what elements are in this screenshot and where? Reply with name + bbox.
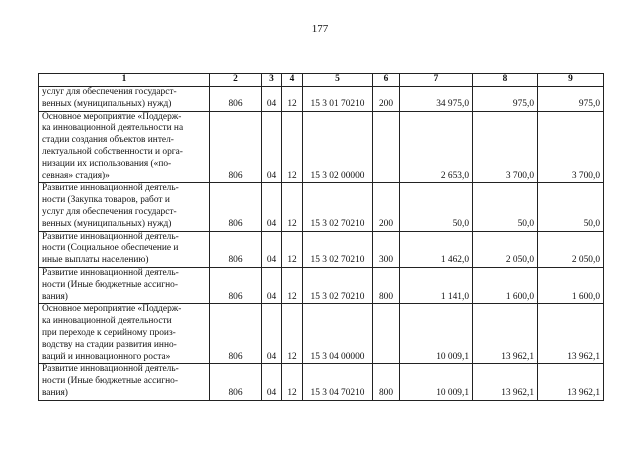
- amount-col7: 10 009,1: [400, 364, 473, 400]
- amount-col9: 1 600,0: [538, 267, 604, 303]
- section-code: 04: [262, 304, 282, 364]
- target-article-code: 15 3 02 70210: [303, 267, 373, 303]
- target-article-code: 15 3 02 70210: [303, 183, 373, 231]
- amount-col9: 2 050,0: [538, 231, 604, 267]
- row-description: Развитие инновационной деятель- ности (Социальное обеспечение и иные выплаты населению): [39, 231, 210, 267]
- amount-col9: 50,0: [538, 183, 604, 231]
- ministry-code: 806: [210, 111, 262, 183]
- ministry-code: 806: [210, 183, 262, 231]
- ministry-code: 806: [210, 231, 262, 267]
- amount-col8: 13 962,1: [473, 304, 538, 364]
- amount-col7: 10 009,1: [400, 304, 473, 364]
- amount-col8: 975,0: [473, 87, 538, 112]
- subsection-code: 12: [282, 111, 303, 183]
- table-row: [39, 364, 604, 400]
- expense-type-code: 200: [373, 87, 400, 112]
- amount-col7: 34 975,0: [400, 87, 473, 112]
- column-header: 7: [400, 74, 473, 87]
- amount-col8: 3 700,0: [473, 111, 538, 183]
- expense-type-code: 200: [373, 183, 400, 231]
- column-header: 1: [39, 74, 210, 87]
- table-row: [39, 304, 604, 364]
- amount-col8: 13 962,1: [473, 364, 538, 400]
- amount-col7: 1 141,0: [400, 267, 473, 303]
- amount-col9: 975,0: [538, 87, 604, 112]
- section-code: 04: [262, 87, 282, 112]
- target-article-code: 15 3 02 70210: [303, 231, 373, 267]
- target-article-code: 15 3 02 00000: [303, 111, 373, 183]
- amount-col7: 50,0: [400, 183, 473, 231]
- row-description: Основное мероприятие «Поддерж- ка инновационной деятельности на стадии создания объектов интел- лектуальной собственности и орга- низации их использования («по- севная» стадия)»: [39, 111, 210, 183]
- expense-type-code: 800: [373, 364, 400, 400]
- table-row: [39, 87, 604, 112]
- amount-col8: 2 050,0: [473, 231, 538, 267]
- target-article-code: 15 3 04 00000: [303, 304, 373, 364]
- table-row: [39, 267, 604, 303]
- ministry-code: 806: [210, 87, 262, 112]
- amount-col9: 13 962,1: [538, 304, 604, 364]
- column-header: 2: [210, 74, 262, 87]
- column-header: 3: [262, 74, 282, 87]
- column-header: 8: [473, 74, 538, 87]
- ministry-code: 806: [210, 267, 262, 303]
- column-header: 9: [538, 74, 604, 87]
- expense-type-code: 300: [373, 231, 400, 267]
- subsection-code: 12: [282, 364, 303, 400]
- row-description: Основное мероприятие «Поддерж- ка инновационной деятельности при переходе к серийному произ- водству на стадии развития инно- ваций и инновационного роста»: [39, 304, 210, 364]
- table-row: [39, 111, 604, 183]
- page-number: 177: [311, 23, 329, 35]
- column-header: 6: [373, 74, 400, 87]
- amount-col9: 13 962,1: [538, 364, 604, 400]
- amount-col9: 3 700,0: [538, 111, 604, 183]
- subsection-code: 12: [282, 304, 303, 364]
- target-article-code: 15 3 04 70210: [303, 364, 373, 400]
- amount-col7: 1 462,0: [400, 231, 473, 267]
- expense-type-code: [373, 304, 400, 364]
- row-description: Развитие инновационной деятель- ности (Иные бюджетные ассигно- вания): [39, 267, 210, 303]
- expense-type-code: 800: [373, 267, 400, 303]
- subsection-code: 12: [282, 87, 303, 112]
- table-row: [39, 231, 604, 267]
- section-code: 04: [262, 364, 282, 400]
- budget-table: [38, 73, 604, 401]
- target-article-code: 15 3 01 70210: [303, 87, 373, 112]
- row-description: услуг для обеспечения государст- венных (муниципальных) нужд): [39, 87, 210, 112]
- amount-col8: 50,0: [473, 183, 538, 231]
- expense-type-code: [373, 111, 400, 183]
- subsection-code: 12: [282, 231, 303, 267]
- subsection-code: 12: [282, 183, 303, 231]
- subsection-code: 12: [282, 267, 303, 303]
- section-code: 04: [262, 111, 282, 183]
- ministry-code: 806: [210, 304, 262, 364]
- section-code: 04: [262, 183, 282, 231]
- section-code: 04: [262, 267, 282, 303]
- amount-col7: 2 653,0: [400, 111, 473, 183]
- section-code: 04: [262, 231, 282, 267]
- column-header: 5: [303, 74, 373, 87]
- column-header: 4: [282, 74, 303, 87]
- table-header-row: [39, 74, 604, 87]
- row-description: Развитие инновационной деятель- ности (Закупка товаров, работ и услуг для обеспечения государст- венных (муниципальных) нужд): [39, 183, 210, 231]
- ministry-code: 806: [210, 364, 262, 400]
- amount-col8: 1 600,0: [473, 267, 538, 303]
- table-row: [39, 183, 604, 231]
- row-description: Развитие инновационной деятель- ности (Иные бюджетные ассигно- вания): [39, 364, 210, 400]
